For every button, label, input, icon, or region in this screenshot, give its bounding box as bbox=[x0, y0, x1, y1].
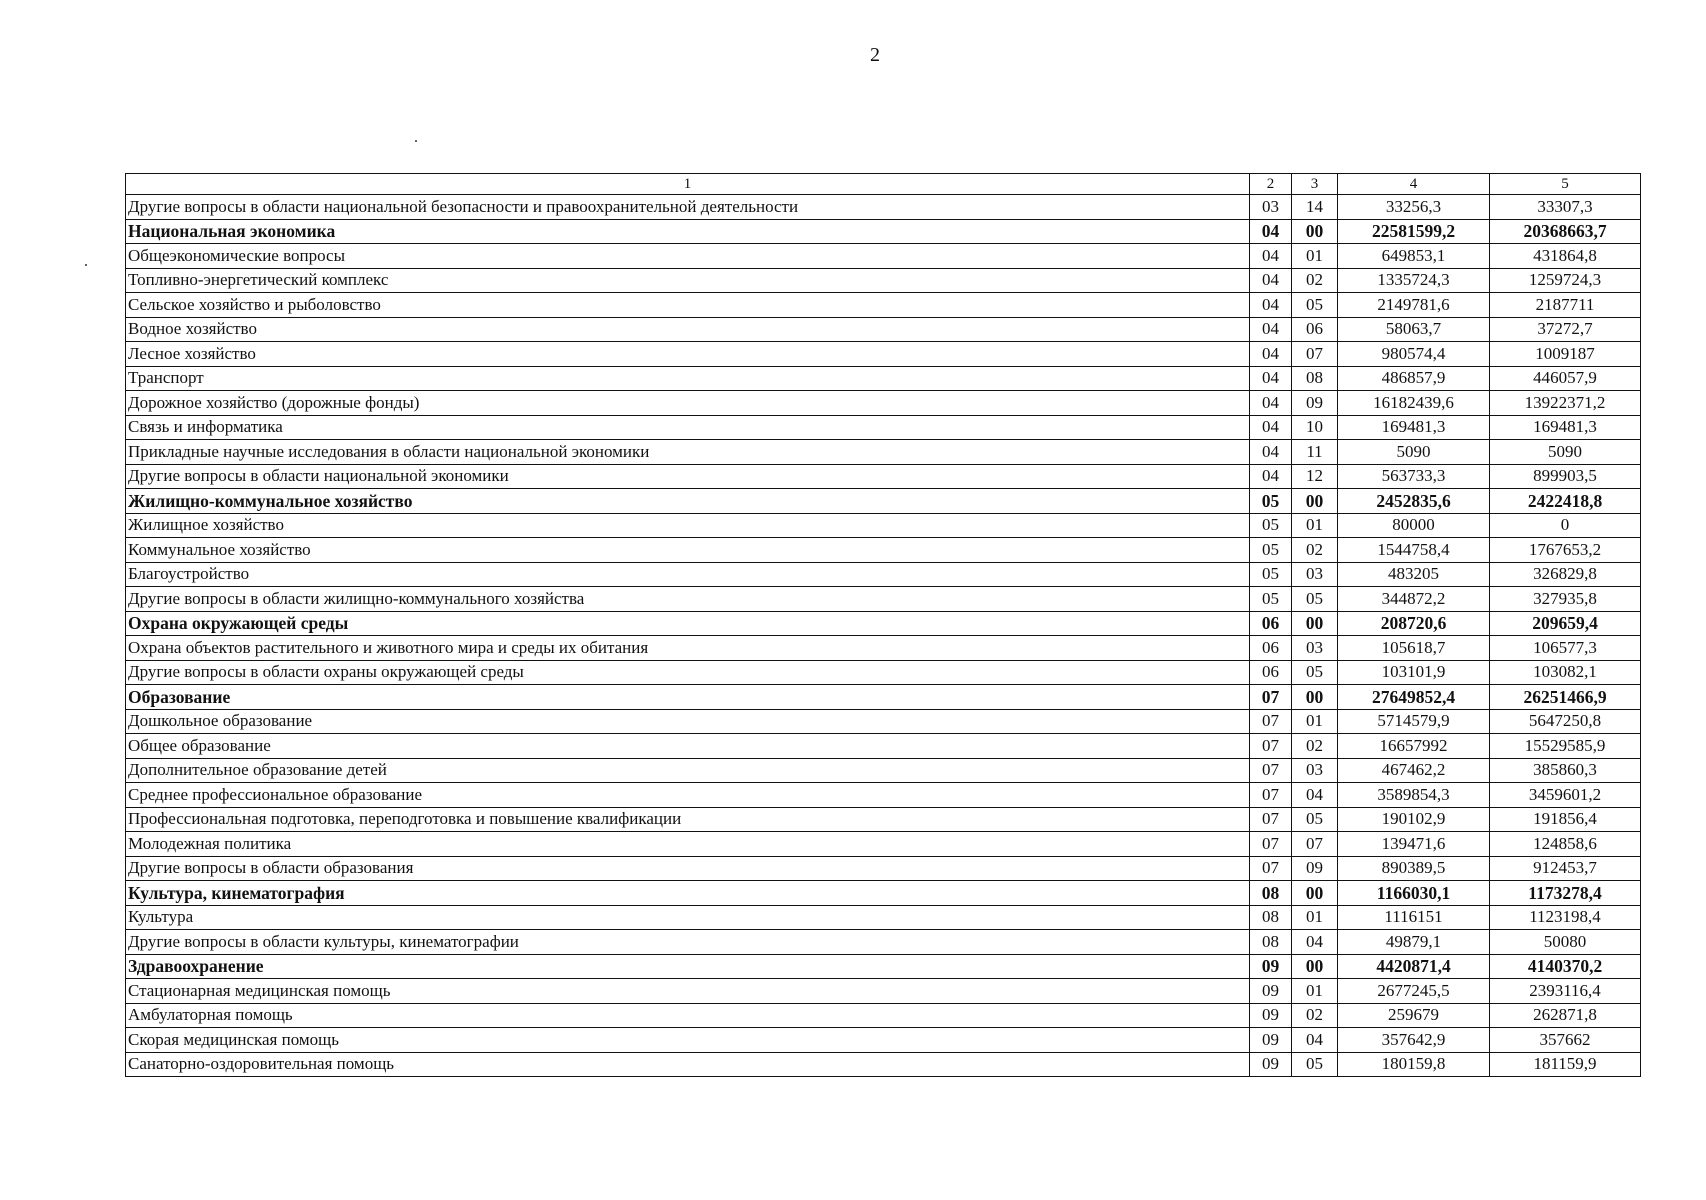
row-subsection-code: 04 bbox=[1292, 930, 1338, 955]
row-section-code: 05 bbox=[1250, 562, 1292, 587]
row-amount-col4: 180159,8 bbox=[1338, 1052, 1490, 1077]
row-subsection-code: 00 bbox=[1292, 219, 1338, 244]
table-row bbox=[126, 930, 1641, 955]
row-section-code: 08 bbox=[1250, 905, 1292, 930]
row-subsection-code: 00 bbox=[1292, 489, 1338, 514]
row-amount-col4: 103101,9 bbox=[1338, 660, 1490, 685]
row-subsection-code: 02 bbox=[1292, 268, 1338, 293]
header-col-3: 3 bbox=[1292, 174, 1338, 195]
table-row bbox=[126, 195, 1641, 220]
row-section-code: 08 bbox=[1250, 930, 1292, 955]
table-row bbox=[126, 562, 1641, 587]
table-row-section bbox=[126, 611, 1641, 636]
table-row bbox=[126, 513, 1641, 538]
table-row bbox=[126, 538, 1641, 563]
row-amount-col4: 80000 bbox=[1338, 513, 1490, 538]
header-col-2: 2 bbox=[1250, 174, 1292, 195]
row-name: Другие вопросы в области национальной экономики bbox=[126, 464, 1250, 489]
row-amount-col4: 2149781,6 bbox=[1338, 293, 1490, 318]
row-amount-col5: 1009187 bbox=[1490, 342, 1641, 367]
table-row bbox=[126, 660, 1641, 685]
table-row bbox=[126, 905, 1641, 930]
table-row bbox=[126, 342, 1641, 367]
row-name: Другие вопросы в области национальной безопасности и правоохранительной деятельности bbox=[126, 195, 1250, 220]
row-section-code: 05 bbox=[1250, 513, 1292, 538]
row-amount-col4: 105618,7 bbox=[1338, 636, 1490, 661]
row-amount-col5: 2393116,4 bbox=[1490, 979, 1641, 1004]
row-amount-col5: 106577,3 bbox=[1490, 636, 1641, 661]
row-subsection-code: 05 bbox=[1292, 587, 1338, 612]
row-subsection-code: 01 bbox=[1292, 709, 1338, 734]
row-section-code: 04 bbox=[1250, 244, 1292, 269]
row-amount-col4: 49879,1 bbox=[1338, 930, 1490, 955]
row-amount-col4: 467462,2 bbox=[1338, 758, 1490, 783]
row-section-code: 05 bbox=[1250, 587, 1292, 612]
row-name: Прикладные научные исследования в области национальной экономики bbox=[126, 440, 1250, 465]
row-amount-col4: 1335724,3 bbox=[1338, 268, 1490, 293]
row-amount-col5: 4140370,2 bbox=[1490, 954, 1641, 979]
row-name: Охрана объектов растительного и животного мира и среды их обитания bbox=[126, 636, 1250, 661]
row-amount-col5: 26251466,9 bbox=[1490, 685, 1641, 710]
table-row bbox=[126, 366, 1641, 391]
row-amount-col4: 649853,1 bbox=[1338, 244, 1490, 269]
row-subsection-code: 08 bbox=[1292, 366, 1338, 391]
row-name: Амбулаторная помощь bbox=[126, 1003, 1250, 1028]
row-name: Благоустройство bbox=[126, 562, 1250, 587]
row-amount-col4: 58063,7 bbox=[1338, 317, 1490, 342]
row-section-code: 04 bbox=[1250, 440, 1292, 465]
row-subsection-code: 07 bbox=[1292, 832, 1338, 857]
header-row bbox=[126, 174, 1641, 195]
table-row bbox=[126, 440, 1641, 465]
row-amount-col5: 1767653,2 bbox=[1490, 538, 1641, 563]
row-amount-col4: 33256,3 bbox=[1338, 195, 1490, 220]
row-name: Топливно-энергетический комплекс bbox=[126, 268, 1250, 293]
row-amount-col5: 326829,8 bbox=[1490, 562, 1641, 587]
row-amount-col5: 1259724,3 bbox=[1490, 268, 1641, 293]
row-amount-col5: 103082,1 bbox=[1490, 660, 1641, 685]
row-section-code: 06 bbox=[1250, 660, 1292, 685]
row-amount-col4: 563733,3 bbox=[1338, 464, 1490, 489]
row-section-code: 07 bbox=[1250, 709, 1292, 734]
table-row bbox=[126, 807, 1641, 832]
row-amount-col4: 16657992 bbox=[1338, 734, 1490, 759]
row-amount-col4: 3589854,3 bbox=[1338, 783, 1490, 808]
row-name: Профессиональная подготовка, переподготовка и повышение квалификации bbox=[126, 807, 1250, 832]
row-amount-col4: 208720,6 bbox=[1338, 611, 1490, 636]
row-amount-col4: 169481,3 bbox=[1338, 415, 1490, 440]
table-body bbox=[126, 195, 1641, 1077]
table-row bbox=[126, 293, 1641, 318]
row-subsection-code: 03 bbox=[1292, 562, 1338, 587]
row-amount-col5: 1123198,4 bbox=[1490, 905, 1641, 930]
row-amount-col5: 327935,8 bbox=[1490, 587, 1641, 612]
row-amount-col4: 259679 bbox=[1338, 1003, 1490, 1028]
table-row-section bbox=[126, 685, 1641, 710]
row-section-code: 04 bbox=[1250, 391, 1292, 416]
row-subsection-code: 11 bbox=[1292, 440, 1338, 465]
row-subsection-code: 05 bbox=[1292, 807, 1338, 832]
row-section-code: 04 bbox=[1250, 268, 1292, 293]
row-name: Другие вопросы в области охраны окружающей среды bbox=[126, 660, 1250, 685]
row-subsection-code: 00 bbox=[1292, 611, 1338, 636]
row-section-code: 09 bbox=[1250, 954, 1292, 979]
row-amount-col4: 1166030,1 bbox=[1338, 881, 1490, 906]
row-amount-col5: 912453,7 bbox=[1490, 856, 1641, 881]
row-amount-col5: 191856,4 bbox=[1490, 807, 1641, 832]
row-amount-col5: 2187711 bbox=[1490, 293, 1641, 318]
row-name: Общее образование bbox=[126, 734, 1250, 759]
row-name: Другие вопросы в области жилищно-коммунального хозяйства bbox=[126, 587, 1250, 612]
row-amount-col5: 13922371,2 bbox=[1490, 391, 1641, 416]
row-subsection-code: 12 bbox=[1292, 464, 1338, 489]
table-row bbox=[126, 979, 1641, 1004]
row-section-code: 07 bbox=[1250, 832, 1292, 857]
budget-table bbox=[125, 173, 1641, 1077]
row-subsection-code: 01 bbox=[1292, 513, 1338, 538]
row-subsection-code: 07 bbox=[1292, 342, 1338, 367]
row-amount-col4: 22581599,2 bbox=[1338, 219, 1490, 244]
row-section-code: 04 bbox=[1250, 219, 1292, 244]
table-row bbox=[126, 317, 1641, 342]
row-name: Дополнительное образование детей bbox=[126, 758, 1250, 783]
row-name: Культура, кинематография bbox=[126, 881, 1250, 906]
row-amount-col4: 190102,9 bbox=[1338, 807, 1490, 832]
row-amount-col5: 15529585,9 bbox=[1490, 734, 1641, 759]
row-name: Дошкольное образование bbox=[126, 709, 1250, 734]
row-amount-col5: 2422418,8 bbox=[1490, 489, 1641, 514]
row-amount-col4: 16182439,6 bbox=[1338, 391, 1490, 416]
row-subsection-code: 09 bbox=[1292, 391, 1338, 416]
row-section-code: 07 bbox=[1250, 807, 1292, 832]
row-amount-col5: 209659,4 bbox=[1490, 611, 1641, 636]
row-name: Связь и информатика bbox=[126, 415, 1250, 440]
table-row bbox=[126, 268, 1641, 293]
row-section-code: 06 bbox=[1250, 636, 1292, 661]
table-row-section bbox=[126, 219, 1641, 244]
row-subsection-code: 01 bbox=[1292, 244, 1338, 269]
row-section-code: 08 bbox=[1250, 881, 1292, 906]
row-subsection-code: 02 bbox=[1292, 734, 1338, 759]
row-name: Водное хозяйство bbox=[126, 317, 1250, 342]
row-amount-col4: 1544758,4 bbox=[1338, 538, 1490, 563]
row-amount-col4: 980574,4 bbox=[1338, 342, 1490, 367]
row-section-code: 04 bbox=[1250, 415, 1292, 440]
table-row bbox=[126, 709, 1641, 734]
row-amount-col5: 181159,9 bbox=[1490, 1052, 1641, 1077]
row-subsection-code: 02 bbox=[1292, 538, 1338, 563]
row-section-code: 04 bbox=[1250, 317, 1292, 342]
table-row-section bbox=[126, 489, 1641, 514]
row-name: Другие вопросы в области образования bbox=[126, 856, 1250, 881]
row-subsection-code: 01 bbox=[1292, 905, 1338, 930]
table-row bbox=[126, 244, 1641, 269]
row-subsection-code: 01 bbox=[1292, 979, 1338, 1004]
table-row-section bbox=[126, 881, 1641, 906]
row-section-code: 09 bbox=[1250, 1052, 1292, 1077]
header-col-4: 4 bbox=[1338, 174, 1490, 195]
row-section-code: 07 bbox=[1250, 856, 1292, 881]
row-amount-col5: 5647250,8 bbox=[1490, 709, 1641, 734]
table-row-section bbox=[126, 954, 1641, 979]
row-amount-col4: 890389,5 bbox=[1338, 856, 1490, 881]
row-section-code: 04 bbox=[1250, 293, 1292, 318]
row-section-code: 07 bbox=[1250, 783, 1292, 808]
row-amount-col4: 357642,9 bbox=[1338, 1028, 1490, 1053]
row-amount-col5: 20368663,7 bbox=[1490, 219, 1641, 244]
row-amount-col5: 5090 bbox=[1490, 440, 1641, 465]
row-section-code: 04 bbox=[1250, 464, 1292, 489]
row-subsection-code: 14 bbox=[1292, 195, 1338, 220]
row-amount-col4: 5090 bbox=[1338, 440, 1490, 465]
row-section-code: 07 bbox=[1250, 758, 1292, 783]
table-row bbox=[126, 415, 1641, 440]
row-amount-col5: 1173278,4 bbox=[1490, 881, 1641, 906]
row-section-code: 04 bbox=[1250, 342, 1292, 367]
page-number: 2 bbox=[870, 44, 880, 66]
row-amount-col5: 3459601,2 bbox=[1490, 783, 1641, 808]
row-section-code: 03 bbox=[1250, 195, 1292, 220]
table-row bbox=[126, 734, 1641, 759]
row-subsection-code: 03 bbox=[1292, 758, 1338, 783]
table-row bbox=[126, 464, 1641, 489]
row-amount-col5: 357662 bbox=[1490, 1028, 1641, 1053]
row-subsection-code: 00 bbox=[1292, 954, 1338, 979]
scan-speck bbox=[415, 140, 417, 142]
header-col-5: 5 bbox=[1490, 174, 1641, 195]
table-row bbox=[126, 1052, 1641, 1077]
row-amount-col5: 385860,3 bbox=[1490, 758, 1641, 783]
table-row bbox=[126, 1003, 1641, 1028]
row-amount-col4: 344872,2 bbox=[1338, 587, 1490, 612]
row-name: Жилищное хозяйство bbox=[126, 513, 1250, 538]
row-subsection-code: 05 bbox=[1292, 1052, 1338, 1077]
table-row bbox=[126, 856, 1641, 881]
row-subsection-code: 05 bbox=[1292, 660, 1338, 685]
row-subsection-code: 05 bbox=[1292, 293, 1338, 318]
table-row bbox=[126, 783, 1641, 808]
row-subsection-code: 09 bbox=[1292, 856, 1338, 881]
table-row bbox=[126, 587, 1641, 612]
row-name: Образование bbox=[126, 685, 1250, 710]
row-name: Коммунальное хозяйство bbox=[126, 538, 1250, 563]
row-section-code: 09 bbox=[1250, 979, 1292, 1004]
row-name: Стационарная медицинская помощь bbox=[126, 979, 1250, 1004]
row-subsection-code: 06 bbox=[1292, 317, 1338, 342]
row-amount-col5: 0 bbox=[1490, 513, 1641, 538]
row-name: Лесное хозяйство bbox=[126, 342, 1250, 367]
row-amount-col4: 139471,6 bbox=[1338, 832, 1490, 857]
table-row bbox=[126, 391, 1641, 416]
row-amount-col4: 2452835,6 bbox=[1338, 489, 1490, 514]
table-header bbox=[126, 174, 1641, 195]
row-subsection-code: 04 bbox=[1292, 783, 1338, 808]
row-amount-col4: 486857,9 bbox=[1338, 366, 1490, 391]
row-section-code: 05 bbox=[1250, 489, 1292, 514]
row-name: Транспорт bbox=[126, 366, 1250, 391]
row-name: Национальная экономика bbox=[126, 219, 1250, 244]
row-amount-col4: 4420871,4 bbox=[1338, 954, 1490, 979]
row-amount-col4: 27649852,4 bbox=[1338, 685, 1490, 710]
table-row bbox=[126, 636, 1641, 661]
row-name: Другие вопросы в области культуры, кинематографии bbox=[126, 930, 1250, 955]
row-amount-col4: 5714579,9 bbox=[1338, 709, 1490, 734]
row-subsection-code: 03 bbox=[1292, 636, 1338, 661]
row-amount-col4: 483205 bbox=[1338, 562, 1490, 587]
row-amount-col5: 262871,8 bbox=[1490, 1003, 1641, 1028]
row-section-code: 04 bbox=[1250, 366, 1292, 391]
row-subsection-code: 10 bbox=[1292, 415, 1338, 440]
row-section-code: 05 bbox=[1250, 538, 1292, 563]
row-section-code: 07 bbox=[1250, 734, 1292, 759]
row-amount-col5: 50080 bbox=[1490, 930, 1641, 955]
row-name: Сельское хозяйство и рыболовство bbox=[126, 293, 1250, 318]
row-amount-col5: 124858,6 bbox=[1490, 832, 1641, 857]
row-name: Здравоохранение bbox=[126, 954, 1250, 979]
row-name: Жилищно-коммунальное хозяйство bbox=[126, 489, 1250, 514]
row-amount-col4: 2677245,5 bbox=[1338, 979, 1490, 1004]
row-amount-col5: 431864,8 bbox=[1490, 244, 1641, 269]
row-section-code: 09 bbox=[1250, 1003, 1292, 1028]
row-amount-col4: 1116151 bbox=[1338, 905, 1490, 930]
row-section-code: 09 bbox=[1250, 1028, 1292, 1053]
row-amount-col5: 446057,9 bbox=[1490, 366, 1641, 391]
scan-speck bbox=[85, 264, 87, 266]
table-row bbox=[126, 832, 1641, 857]
row-amount-col5: 33307,3 bbox=[1490, 195, 1641, 220]
row-section-code: 06 bbox=[1250, 611, 1292, 636]
row-amount-col5: 899903,5 bbox=[1490, 464, 1641, 489]
row-subsection-code: 00 bbox=[1292, 881, 1338, 906]
header-col-1: 1 bbox=[126, 174, 1250, 195]
row-subsection-code: 00 bbox=[1292, 685, 1338, 710]
row-name: Дорожное хозяйство (дорожные фонды) bbox=[126, 391, 1250, 416]
row-name: Общеэкономические вопросы bbox=[126, 244, 1250, 269]
row-subsection-code: 02 bbox=[1292, 1003, 1338, 1028]
row-amount-col5: 37272,7 bbox=[1490, 317, 1641, 342]
row-name: Молодежная политика bbox=[126, 832, 1250, 857]
row-name: Охрана окружающей среды bbox=[126, 611, 1250, 636]
row-name: Среднее профессиональное образование bbox=[126, 783, 1250, 808]
table-row bbox=[126, 1028, 1641, 1053]
row-name: Культура bbox=[126, 905, 1250, 930]
row-subsection-code: 04 bbox=[1292, 1028, 1338, 1053]
row-name: Скорая медицинская помощь bbox=[126, 1028, 1250, 1053]
table-row bbox=[126, 758, 1641, 783]
row-amount-col5: 169481,3 bbox=[1490, 415, 1641, 440]
row-section-code: 07 bbox=[1250, 685, 1292, 710]
row-name: Санаторно-оздоровительная помощь bbox=[126, 1052, 1250, 1077]
